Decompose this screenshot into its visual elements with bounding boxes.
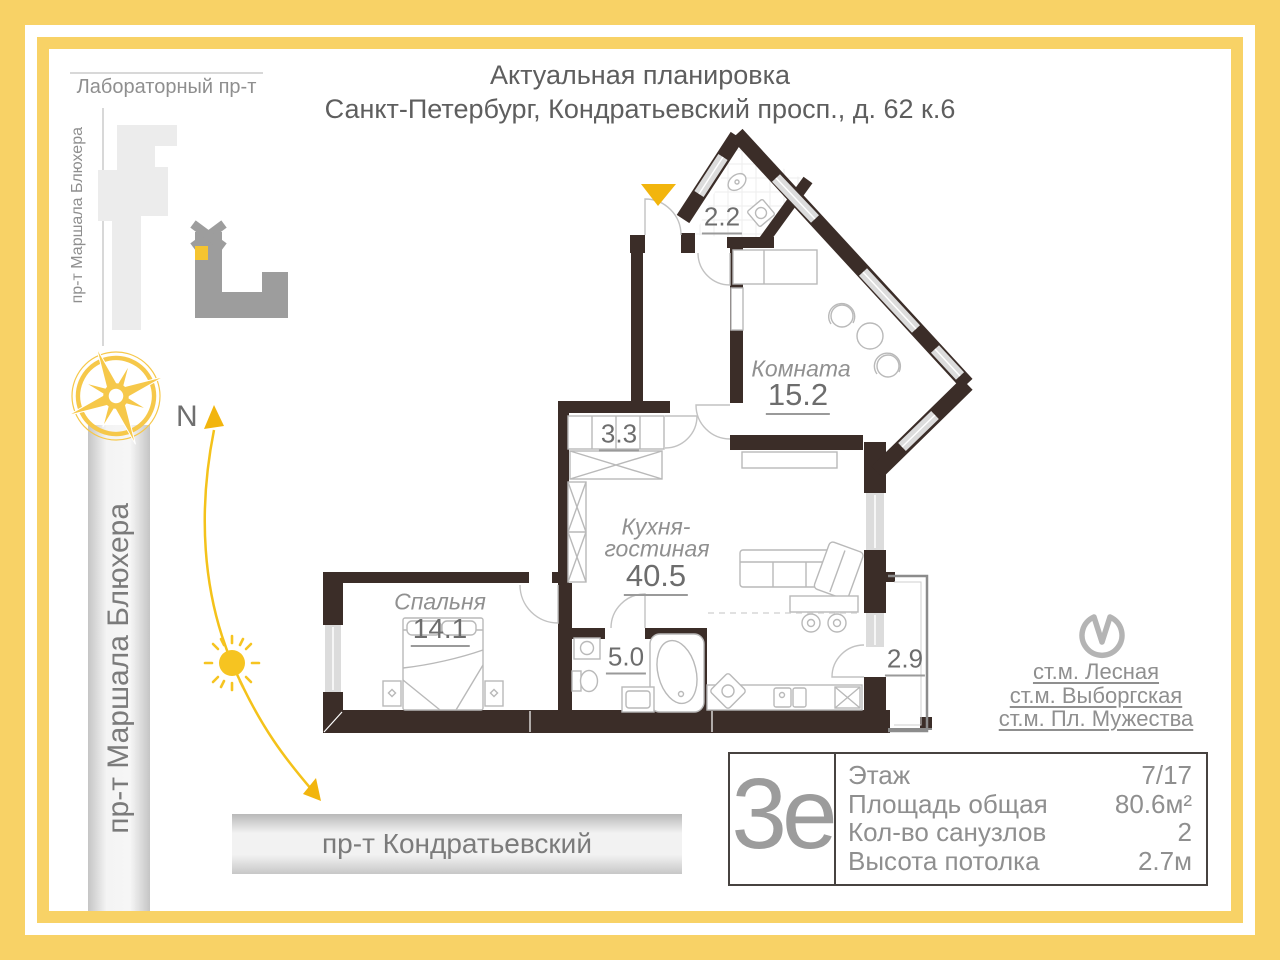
unit-type: 3е (730, 754, 836, 884)
metro-station: ст.м. Пл. Мужества (998, 706, 1194, 731)
label-kitchen-area (624, 558, 688, 594)
title-line2: Санкт-Петербург, Кондратьевский просп., д. 62 к.6 (324, 94, 956, 124)
row-value: 2 (1177, 817, 1192, 848)
north-arrow (204, 405, 224, 429)
cabinet (742, 452, 837, 468)
info-table (728, 752, 1208, 886)
table-row (848, 761, 1192, 789)
metro-station: ст.м. Лесная (1032, 659, 1160, 684)
table-row (848, 847, 1192, 875)
label-room-area (766, 377, 830, 413)
row-value: 2.7м (1137, 845, 1192, 876)
info-rows (836, 754, 1206, 884)
road-band-bottom: пр-т Кондратьевский (232, 814, 682, 874)
row-label: Площадь общая (848, 788, 1048, 819)
label-entry-bath (702, 202, 742, 233)
entrance-marker-icon (641, 184, 676, 206)
label-bath (606, 642, 646, 673)
area-value: 2.9 (885, 644, 925, 677)
metro-logo-icon (1082, 617, 1122, 655)
area-value: 5.0 (606, 642, 646, 675)
wardrobe (733, 250, 817, 284)
street-label-left-lower: пр-т Маршала Блюхера (102, 503, 135, 834)
metro-stations (986, 660, 1206, 731)
bar-counter (790, 596, 858, 632)
label-bedroom-area (411, 613, 470, 645)
row-label: Этаж (848, 760, 911, 790)
label-balcony (885, 644, 925, 675)
area-value: 3.3 (599, 419, 639, 452)
street-label-text: пр-т Маршала Блюхера (69, 126, 86, 304)
area-value: 14.1 (411, 613, 470, 647)
row-value: 7/17 (1141, 760, 1192, 790)
table-row (848, 818, 1192, 846)
table-row (848, 790, 1192, 818)
area-value: 15.2 (766, 377, 830, 415)
label-closet (599, 419, 639, 450)
apartment-highlight (195, 246, 208, 260)
building-footprint-dark (193, 224, 288, 318)
radiator (731, 288, 743, 330)
north-label: N (176, 400, 198, 433)
label-kitchen-name2: гостиная (604, 535, 710, 562)
area-value: 2.2 (702, 202, 742, 235)
kitchen-counter (707, 673, 862, 710)
row-label: Кол-во санузлов (848, 817, 1047, 848)
area-value: 40.5 (624, 558, 688, 596)
armchair (831, 305, 853, 327)
street-label-top: Лабораторный пр-т (76, 76, 257, 98)
compass-icon (48, 328, 183, 463)
row-label: Высота потолка (848, 845, 1040, 876)
sun-icon (205, 636, 259, 690)
building-footprint-light (98, 125, 177, 330)
armchair (877, 355, 899, 377)
label-kitchen-name1: Кухня- (621, 513, 691, 540)
title-line1: Актуальная планировка (489, 60, 791, 90)
sofa (740, 541, 864, 600)
row-value: 80.6м² (1114, 788, 1192, 819)
label-bedroom-name: Спальня (394, 588, 486, 615)
page-title (0, 58, 1280, 126)
round-table (857, 323, 883, 349)
metro-station: ст.м. Выборгская (1009, 682, 1183, 708)
label-room-name: Комната (751, 355, 851, 382)
